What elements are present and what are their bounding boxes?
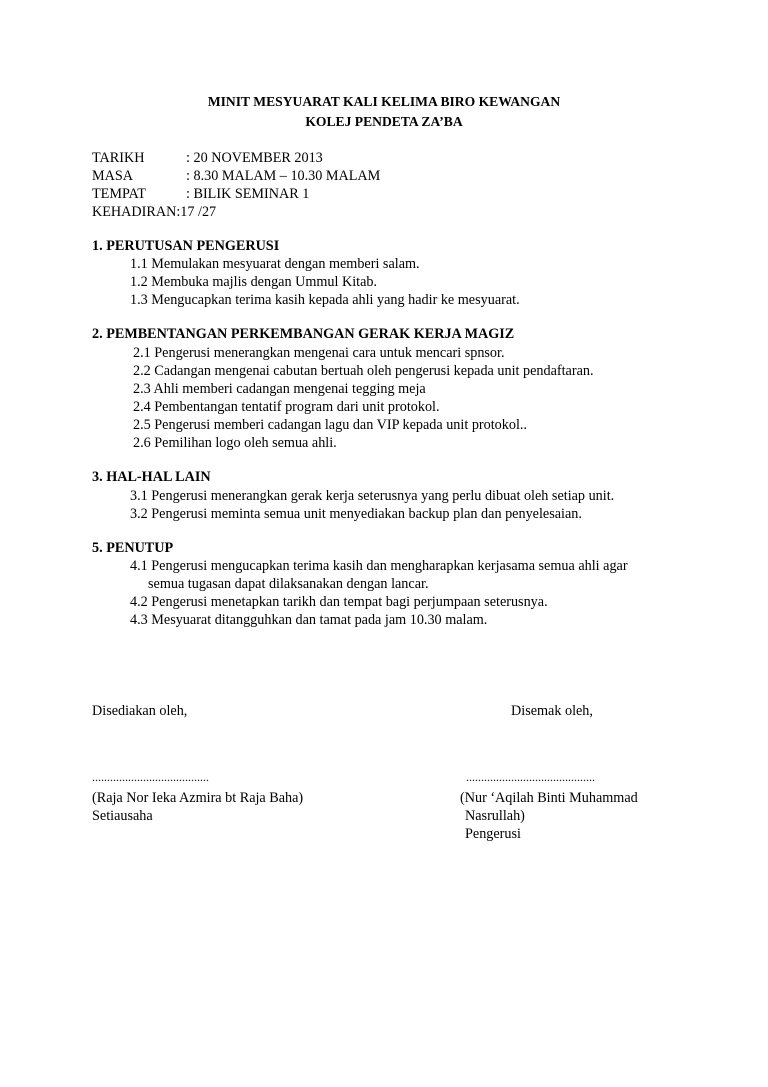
signature-line-right: ........................................... <box>466 770 595 784</box>
signature-line-left: ....................................... <box>92 770 209 784</box>
list-item: 2.5 Pengerusi memberi cadangan lagu dan VIP kepada unit protokol.. <box>133 417 528 433</box>
masa-label: MASA <box>92 168 133 184</box>
list-item: 2.6 Pemilihan logo oleh semua ahli. <box>133 435 337 451</box>
list-item: 4.2 Pengerusi menetapkan tarikh dan tempat bagi perjumpaan seterusnya. <box>130 594 548 610</box>
secretary-role: Setiausaha <box>92 808 153 824</box>
tempat-value: : BILIK SEMINAR 1 <box>186 186 310 202</box>
list-item: 4.3 Mesyuarat ditangguhkan dan tamat pada jam 10.30 malam. <box>130 612 488 628</box>
reviewed-by-label: Disemak oleh, <box>511 703 593 719</box>
list-item: 2.1 Pengerusi menerangkan mengenai cara untuk mencari spnsor. <box>133 345 505 361</box>
document-title: MINIT MESYUARAT KALI KELIMA BIRO KEWANGAN <box>207 94 561 109</box>
tempat-label: TEMPAT <box>92 186 146 202</box>
secretary-name: (Raja Nor Ieka Azmira bt Raja Baha) <box>92 790 304 806</box>
list-item: 1.1 Memulakan mesyuarat dengan memberi salam. <box>130 256 420 272</box>
list-item: 3.1 Pengerusi menerangkan gerak kerja seterusnya yang perlu dibuat oleh setiap unit. <box>130 488 615 504</box>
section-heading: 2. PEMBENTANGAN PERKEMBANGAN GERAK KERJA MAGIZ <box>92 326 515 342</box>
masa-value: : 8.30 MALAM – 10.30 MALAM <box>186 168 381 184</box>
section-heading: 3. HAL-HAL LAIN <box>92 469 211 485</box>
chairperson-role: Pengerusi <box>465 826 521 842</box>
prepared-by-label: Disediakan oleh, <box>92 703 188 719</box>
list-item: 1.3 Mengucapkan terima kasih kepada ahli yang hadir ke mesyuarat. <box>130 292 520 308</box>
document-subtitle: KOLEJ PENDETA ZA’BA <box>305 114 463 129</box>
list-item: 4.1 Pengerusi mengucapkan terima kasih dan mengharapkan kerjasama semua ahli agar <box>130 558 628 574</box>
list-item: 2.4 Pembentangan tentatif program dari unit protokol. <box>133 399 440 415</box>
chairperson-name-cont: Nasrullah) <box>465 808 525 824</box>
chairperson-name: (Nur ‘Aqilah Binti Muhammad <box>460 790 638 806</box>
list-item: semua tugasan dapat dilaksanakan dengan lancar. <box>148 576 429 592</box>
list-item: 2.2 Cadangan mengenai cabutan bertuah oleh pengerusi kepada unit pendaftaran. <box>133 363 594 379</box>
tarikh-value: : 20 NOVEMBER 2013 <box>186 150 323 166</box>
section-heading: 1. PERUTUSAN PENGERUSI <box>92 238 280 254</box>
list-item: 3.2 Pengerusi meminta semua unit menyediakan backup plan dan penyelesaian. <box>130 506 582 522</box>
tarikh-label: TARIKH <box>92 150 145 166</box>
list-item: 1.2 Membuka majlis dengan Ummul Kitab. <box>130 274 378 290</box>
section-heading: 5. PENUTUP <box>92 540 174 556</box>
list-item: 2.3 Ahli memberi cadangan mengenai tegging meja <box>133 381 426 397</box>
kehadiran: KEHADIRAN:17 /27 <box>92 204 217 220</box>
